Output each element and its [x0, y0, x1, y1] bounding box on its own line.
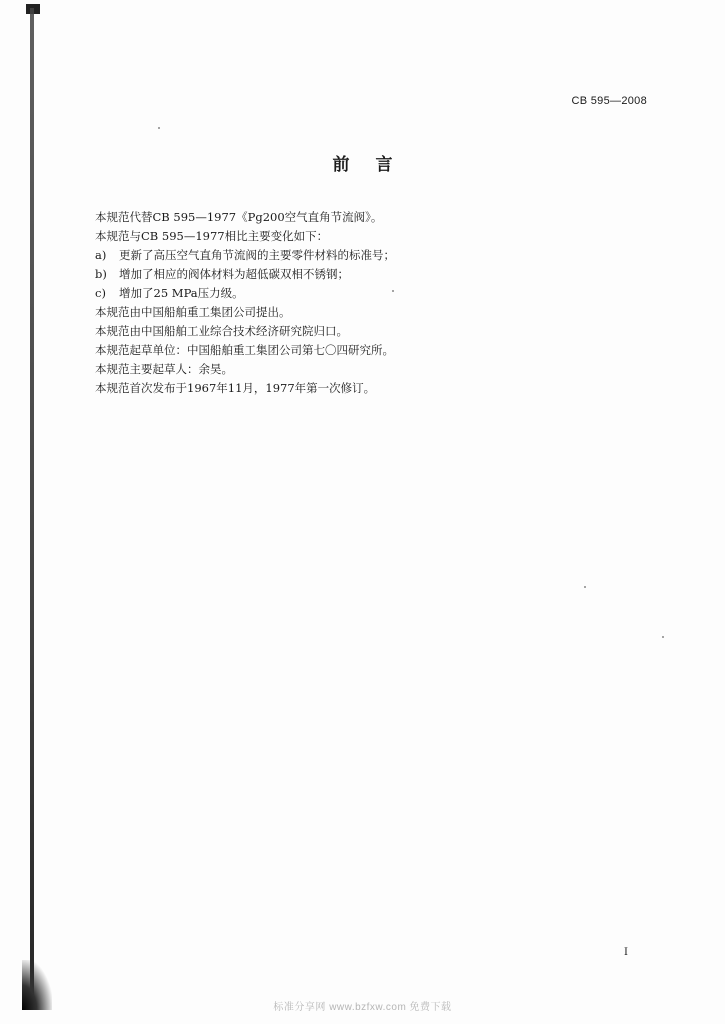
paragraph-line: 本规范由中国船舶重工集团公司提出。: [95, 305, 291, 319]
scan-speck: [158, 127, 160, 129]
item-text: 更新了高压空气直角节流阀的主要零件材料的标准号；: [119, 248, 395, 262]
scan-speck: [662, 636, 664, 638]
item-marker: a): [95, 248, 107, 262]
preface-body: [95, 208, 655, 398]
page-number: I: [624, 947, 628, 958]
change-item: [95, 284, 655, 303]
change-item: [95, 246, 655, 265]
item-marker: c): [95, 286, 106, 300]
item-marker: b): [95, 267, 107, 281]
item-text: 增加了相应的阀体材料为超低碳双相不锈钢；: [119, 267, 349, 281]
document-code: CB 595—2008: [571, 95, 647, 107]
scan-speck: [584, 586, 586, 588]
paragraph-line: 本规范代替CB 595—1977《Pg200空气直角节流阀》。: [95, 210, 383, 224]
page-title: 前言: [332, 155, 419, 175]
item-text: 增加了25 MPa压力级。: [119, 286, 244, 300]
footer-watermark: 标准分享网 www.bzfxw.com 免费下载: [273, 1002, 452, 1013]
paragraph-line: 本规范起草单位：中国船舶重工集团公司第七〇四研究所。: [95, 343, 394, 357]
change-item: [95, 265, 655, 284]
paragraph-line: 本规范与CB 595—1977相比主要变化如下：: [95, 229, 329, 243]
paragraph-line: 本规范首次发布于1967年11月，1977年第一次修订。: [95, 381, 376, 395]
paragraph-line: 本规范由中国船舶工业综合技术经济研究院归口。: [95, 324, 348, 338]
paragraph-line: 本规范主要起草人：余昊。: [95, 362, 233, 376]
